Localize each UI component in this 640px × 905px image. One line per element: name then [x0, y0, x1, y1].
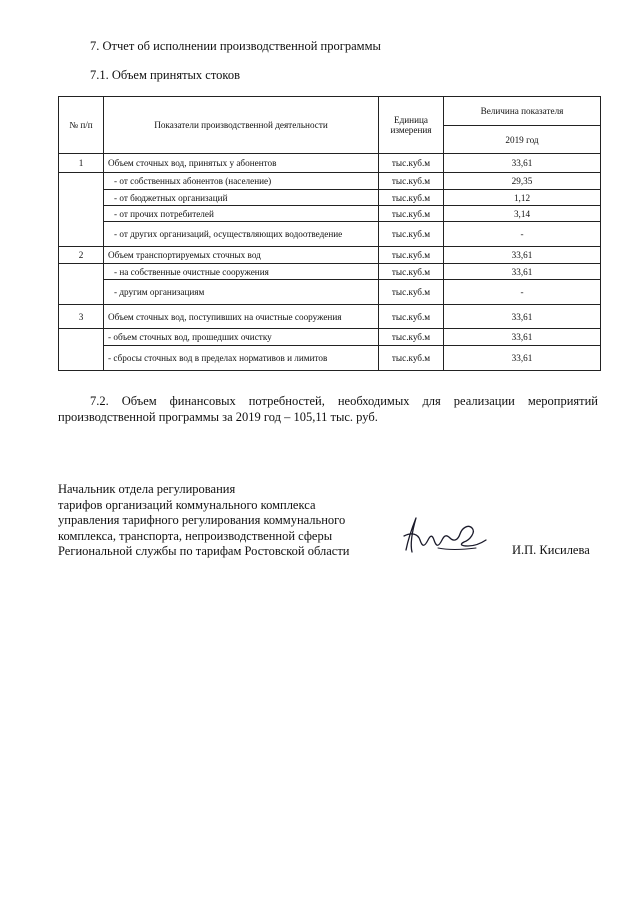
header-value-group: Величина показателя — [444, 97, 601, 126]
row-value: 29,35 — [444, 173, 601, 190]
row-num: 3 — [59, 305, 104, 329]
table-row — [59, 190, 601, 206]
row-value: 33,61 — [444, 329, 601, 346]
row-name: - от собственных абонентов (население) — [104, 173, 379, 190]
row-name: - сбросы сточных вод в пределах нормативов и лимитов — [104, 346, 379, 371]
section-7-1-title: 7.1. Объем принятых стоков — [90, 68, 240, 82]
row-value: 33,61 — [444, 305, 601, 329]
row-value: 3,14 — [444, 206, 601, 222]
signature-block — [58, 482, 378, 560]
table-row — [59, 154, 601, 173]
row-value: 33,61 — [444, 264, 601, 280]
row-value: 33,61 — [444, 346, 601, 371]
table-row — [59, 280, 601, 305]
production-volume-table — [58, 96, 601, 371]
row-num: 2 — [59, 247, 104, 264]
row-unit: тыс.куб.м — [379, 264, 444, 280]
row-unit: тыс.куб.м — [379, 280, 444, 305]
row-name: - от бюджетных организаций — [104, 190, 379, 206]
row-name: - от других организаций, осуществляющих водоотведение — [104, 222, 379, 247]
row-value: 33,61 — [444, 154, 601, 173]
row-unit: тыс.куб.м — [379, 247, 444, 264]
row-value: - — [444, 222, 601, 247]
row-value: 1,12 — [444, 190, 601, 206]
row-value: 33,61 — [444, 247, 601, 264]
row-name: Объем сточных вод, принятых у абонентов — [104, 154, 379, 173]
header-year: 2019 год — [444, 126, 601, 154]
row-unit: тыс.куб.м — [379, 173, 444, 190]
row-num-empty — [59, 329, 104, 371]
row-num-empty — [59, 264, 104, 305]
row-unit: тыс.куб.м — [379, 206, 444, 222]
row-name: - на собственные очистные сооружения — [104, 264, 379, 280]
row-unit: тыс.куб.м — [379, 154, 444, 173]
handwritten-signature — [398, 510, 490, 558]
table-row — [59, 173, 601, 190]
row-num-empty — [59, 173, 104, 247]
table-row — [59, 329, 601, 346]
table-row — [59, 264, 601, 280]
row-name: - другим организациям — [104, 280, 379, 305]
row-unit: тыс.куб.м — [379, 222, 444, 247]
header-indicator: Показатели производственной деятельности — [104, 97, 379, 154]
header-unit: Единица измерения — [379, 97, 444, 154]
row-name: - от прочих потребителей — [104, 206, 379, 222]
position-line: Региональной службы по тарифам Ростовской области — [58, 544, 350, 558]
row-unit: тыс.куб.м — [379, 346, 444, 371]
section-7-title: 7. Отчет об исполнении производственной программы — [90, 39, 381, 53]
row-unit: тыс.куб.м — [379, 190, 444, 206]
table-row — [59, 305, 601, 329]
position-line: тарифов организаций коммунального комплекса — [58, 497, 316, 512]
signer-name: И.П. Кисилева — [512, 543, 590, 557]
table-row — [59, 206, 601, 222]
row-name: Объем сточных вод, поступивших на очистные сооружения — [104, 305, 379, 329]
row-name: - объем сточных вод, прошедших очистку — [104, 329, 379, 346]
position-line: комплекса, транспорта, непроизводственной сферы — [58, 528, 333, 543]
row-name: Объем транспортируемых сточных вод — [104, 247, 379, 264]
row-value: - — [444, 280, 601, 305]
table-row — [59, 247, 601, 264]
row-num: 1 — [59, 154, 104, 173]
header-num: № п/п — [59, 97, 104, 154]
position-line: Начальник отдела регулирования — [58, 482, 236, 496]
row-unit: тыс.куб.м — [379, 305, 444, 329]
table-row — [59, 346, 601, 371]
position-line: управления тарифного регулирования коммунального — [58, 513, 346, 527]
table-row — [59, 222, 601, 247]
section-7-2-paragraph: 7.2. Объем финансовых потребностей, необходимых для реализации мероприятий производственной программы за 2019 год – 105,11 тыс. руб. — [58, 394, 598, 424]
row-unit: тыс.куб.м — [379, 329, 444, 346]
